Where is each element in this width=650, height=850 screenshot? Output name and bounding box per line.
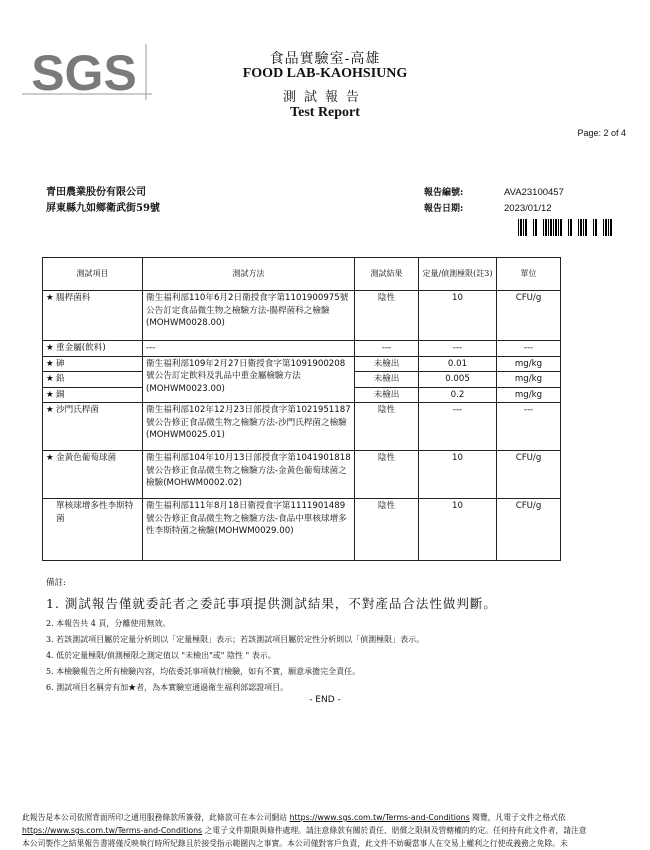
item-name: 金黃色葡萄球菌	[56, 453, 117, 463]
col-header-item: 測試項目	[43, 258, 143, 291]
client-block	[46, 185, 160, 217]
item-name: 砷	[56, 358, 65, 369]
item-name: 單核球增多性李斯特菌	[56, 501, 134, 524]
item-name: 沙門氏桿菌	[56, 405, 99, 415]
results-table	[42, 257, 561, 561]
report-meta	[424, 185, 564, 217]
table-row	[43, 291, 561, 341]
lab-name-zh: 食品實驗室-高雄	[269, 51, 381, 67]
star-icon: ★	[46, 389, 54, 400]
unit: CFU/g	[497, 291, 561, 341]
method: ---	[143, 341, 355, 357]
result: 陰性	[355, 499, 419, 561]
limit: 0.01	[419, 356, 497, 372]
footer-line2b: 之電子文件期限與條件處理。請注意條款有關於責任、賠償之限制及管轄權的約定。任何持有此文件者，請注意	[202, 826, 587, 835]
method: 衛生福利部104年10月13日部授食字第1041901818號公告修正食品微生物之檢驗方法-金黃色葡萄球菌之檢驗(MOHWM0002.02)	[143, 451, 355, 499]
unit: mg/kg	[497, 387, 561, 403]
method: 衛生福利部110年6月2日衛授食字第1101900975號公告訂定食品微生物之檢驗方法-腸桿菌科之檢驗(MOHWM0028.00)	[143, 291, 355, 341]
table-header-row	[43, 258, 561, 291]
footer-disclaimer	[22, 811, 636, 850]
table-row	[43, 341, 561, 357]
client-name: 青田農業股份有限公司	[46, 187, 146, 198]
unit: CFU/g	[497, 499, 561, 561]
method: 衛生福利部109年2月27日衛授食字第1091900208號公告訂定飲料及乳品中重金屬檢驗方法(MOHWM0023.00)	[143, 356, 355, 403]
lab-name-en: FOOD LAB-KAOHSIUNG	[242, 66, 408, 81]
report-title-en: Test Report	[290, 105, 360, 120]
result: 未檢出	[355, 387, 419, 403]
star-icon: ★	[46, 374, 54, 384]
page-number: Page: 2 of 4	[577, 128, 626, 138]
result: 陰性	[355, 451, 419, 499]
limit: 0.005	[419, 372, 497, 388]
star-icon: ★	[46, 358, 54, 369]
report-title-zh: 測試報告	[282, 90, 367, 105]
star-icon: ★	[46, 405, 54, 415]
report-no-label: 報告編號:	[424, 188, 464, 198]
unit: mg/kg	[497, 356, 561, 372]
table-row	[43, 403, 561, 451]
footer-line1b: 閱覽，凡電子文件之格式依	[469, 813, 566, 822]
limit: ---	[419, 403, 497, 451]
terms-link-1[interactable]: https://www.sgs.com.tw/Terms-and-Conditions	[289, 813, 470, 822]
method: 衛生福利部102年12月23日部授食字第1021951187號公告修正食品微生物之檢驗方法-沙門氏桿菌之檢驗(MOHWM0025.01)	[143, 403, 355, 451]
table-row	[43, 356, 561, 372]
table-row	[43, 451, 561, 499]
item-name: 鉛	[56, 374, 65, 384]
result: 未檢出	[355, 372, 419, 388]
limit: 0.2	[419, 387, 497, 403]
terms-link-2[interactable]: https://www.sgs.com.tw/Terms-and-Conditions	[22, 826, 203, 835]
unit: CFU/g	[497, 451, 561, 499]
unit: ---	[497, 403, 561, 451]
report-date: 2023/01/12	[504, 203, 552, 214]
note-2: 2. 本報告共 4 頁，分離使用無效。	[46, 619, 171, 628]
col-header-method: 測試方法	[143, 258, 355, 291]
limit: 10	[419, 291, 497, 341]
limit: ---	[419, 341, 497, 357]
star-icon: ★	[46, 453, 54, 463]
end-marker: - END -	[309, 695, 341, 705]
note-5: 5. 本檢驗報告之所有檢驗內容，均依委託事項執行檢驗，如有不實，願意承擔完全責任。	[46, 667, 361, 676]
footer-line1a: 此報告是本公司依照背面所印之通用服務條款所簽發，此條款可在本公司網站	[22, 813, 290, 822]
method: 衛生福利部111年8月18日衛授食字第1111901489號公告修正食品微生物之檢驗方法-食品中單核球增多性李斯特菌之檢驗(MOHWM0029.00)	[143, 499, 355, 561]
result: 未檢出	[355, 356, 419, 372]
col-header-unit: 單位	[497, 258, 561, 291]
report-date-label: 報告日期:	[424, 204, 464, 214]
result: 陰性	[355, 291, 419, 341]
unit: ---	[497, 341, 561, 357]
note-1: 1. 測試報告僅就委託者之委託事項提供測試結果，不對產品合法性做判斷。	[46, 596, 497, 611]
barcode	[518, 219, 612, 236]
star-icon: ★	[46, 293, 54, 303]
notes-title: 備註:	[46, 578, 66, 588]
note-3: 3. 若該測試項目屬於定量分析則以「定量極限」表示；若該測試項目屬於定性分析則以「偵測極限」表示。	[46, 635, 425, 644]
col-header-limit: 定量/偵測極限(註3)	[419, 258, 497, 291]
limit: 10	[419, 499, 497, 561]
notes-section	[46, 576, 497, 698]
limit: 10	[419, 451, 497, 499]
item-name: 重金屬(飲料)	[56, 343, 106, 353]
result: 陰性	[355, 403, 419, 451]
unit: mg/kg	[497, 372, 561, 388]
report-no: AVA23100457	[504, 187, 564, 198]
note-6: 6. 測試項目名稱旁有加★者，為本實驗室通過衛生福利部認證項目。	[46, 683, 289, 692]
table-row	[43, 499, 561, 561]
client-address: 屏東縣九如鄉衛武街59號	[46, 203, 160, 214]
result: ---	[355, 341, 419, 357]
item-name: 腸桿菌科	[56, 293, 91, 303]
footer-line3: 本公司製作之結果報告書將僅反映執行時所紀錄且於接受指示範圍內之事實。本公司僅對客戶負責，此文件不妨礙當事人在交易上權利之行使或義務之免除。未	[22, 839, 568, 848]
col-header-result: 測試結果	[355, 258, 419, 291]
logo-text: SGS	[31, 45, 137, 100]
star-icon: ★	[46, 343, 54, 353]
item-name: 銅	[56, 389, 65, 400]
note-4: 4. 低於定量極限/偵測極限之測定值以 "未檢出"或" 陰性 " 表示。	[46, 651, 276, 660]
